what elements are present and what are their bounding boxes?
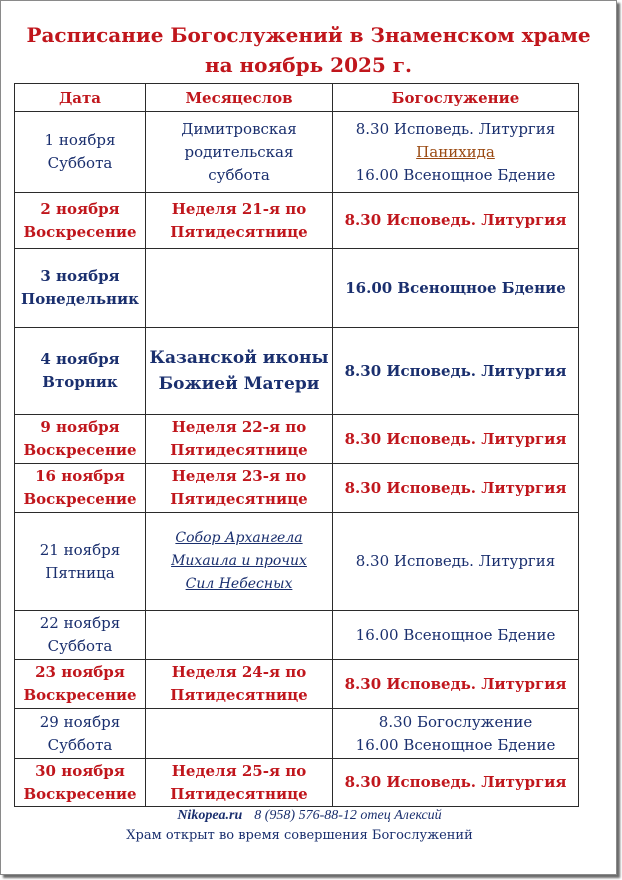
calendar-line: Казанской иконы: [149, 348, 329, 368]
phone-contact: 8 (958) 576-88-12 отец Алексий: [254, 808, 442, 823]
calendar-line: родительская: [184, 142, 294, 161]
service-line: 16.00 Всенощное Бдение: [355, 165, 556, 184]
date-weekday: Вторник: [42, 373, 118, 391]
calendar-line: Неделя 23-я по: [171, 467, 307, 485]
service-line: 8.30 Исповедь. Литургия: [355, 552, 556, 570]
date-cell: [15, 415, 146, 464]
date-day: 23 ноября: [35, 663, 125, 681]
service-line: 16.00 Всенощное Бдение: [355, 735, 556, 754]
table-row: [15, 611, 579, 660]
calendar-cell: [146, 249, 333, 328]
table-row: [15, 709, 579, 759]
date-day: 4 ноября: [40, 350, 120, 368]
calendar-cell: [146, 328, 333, 415]
table-header-row: [15, 84, 579, 112]
date-day: 30 ноября: [35, 761, 125, 780]
date-cell: [15, 112, 146, 193]
date-day: 9 ноября: [40, 418, 120, 436]
table-row: [15, 193, 579, 249]
calendar-line: Пятидесятнице: [170, 784, 308, 803]
header-date: Дата: [15, 84, 146, 112]
site-link[interactable]: Nikopea.ru: [177, 808, 243, 823]
calendar-cell: [146, 193, 333, 249]
schedule-table: [14, 83, 579, 807]
calendar-cell: [146, 660, 333, 709]
date-weekday: Воскресение: [23, 490, 137, 508]
calendar-line: Неделя 21-я по: [171, 199, 307, 218]
page-title: Расписание Богослужений в Знаменском храме: [26, 23, 591, 47]
date-weekday: Суббота: [47, 154, 113, 172]
table-row: [15, 328, 579, 415]
date-cell: [15, 759, 146, 807]
table-row: [15, 660, 579, 709]
calendar-line: Пятидесятнице: [170, 490, 308, 508]
table-row: [15, 513, 579, 611]
table-row: [15, 415, 579, 464]
service-cell: [333, 249, 579, 328]
footer-contact: [1, 807, 618, 825]
service-cell: [333, 464, 579, 513]
date-cell: [15, 249, 146, 328]
service-cell: [333, 415, 579, 464]
service-cell: [333, 660, 579, 709]
date-day: 2 ноября: [40, 199, 120, 218]
service-cell: [333, 611, 579, 660]
header-calendar: Месяцеслов: [146, 84, 333, 112]
date-cell: [15, 660, 146, 709]
header-service: Богослужение: [333, 84, 579, 112]
date-day: 29 ноября: [39, 712, 121, 731]
service-cell: [333, 759, 579, 807]
calendar-cell: [146, 759, 333, 807]
table-row: [15, 464, 579, 513]
service-cell: [333, 328, 579, 415]
service-line: 16.00 Всенощное Бдение: [355, 625, 556, 644]
service-cell: [333, 709, 579, 759]
service-line: 8.30 Исповедь. Литургия: [344, 211, 567, 229]
service-line: 8.30 Исповедь. Литургия: [344, 478, 567, 497]
service-line: 8.30 Исповедь. Литургия: [344, 361, 567, 380]
panikhida-link[interactable]: Панихида: [416, 142, 495, 161]
calendar-line: суббота: [208, 165, 270, 184]
date-day: 16 ноября: [35, 467, 125, 485]
date-cell: [15, 611, 146, 660]
date-weekday: Воскресение: [23, 784, 137, 803]
date-cell: [15, 709, 146, 759]
date-weekday: Понедельник: [21, 290, 139, 308]
date-day: 1 ноября: [44, 131, 116, 149]
calendar-line: Пятидесятнице: [170, 222, 308, 241]
calendar-line: Неделя 24-я по: [171, 663, 307, 681]
table-row: [15, 759, 579, 807]
calendar-line: Пятидесятнице: [170, 441, 308, 459]
date-cell: [15, 193, 146, 249]
service-line: 8.30 Богослужение: [378, 712, 533, 731]
date-weekday: Воскресение: [23, 686, 137, 704]
calendar-cell: [146, 611, 333, 660]
table-row: [15, 249, 579, 328]
date-weekday: Суббота: [47, 735, 113, 754]
calendar-link[interactable]: Сил Небесных: [185, 576, 293, 592]
service-cell: [333, 193, 579, 249]
service-line: 16.00 Всенощное Бдение: [345, 278, 566, 297]
service-line: 8.30 Исповедь. Литургия: [344, 429, 567, 448]
date-day: 21 ноября: [39, 540, 121, 559]
service-line: 8.30 Исповедь. Литургия: [344, 674, 567, 693]
date-day: 22 ноября: [39, 614, 121, 632]
service-cell: [333, 112, 579, 193]
page-subtitle: на ноябрь 2025 г.: [204, 53, 413, 77]
date-day: 3 ноября: [40, 267, 120, 285]
service-line: 8.30 Исповедь. Литургия: [344, 773, 567, 791]
date-cell: [15, 464, 146, 513]
calendar-line: Пятидесятнице: [170, 686, 308, 704]
calendar-cell: [146, 513, 333, 611]
footer-note: Храм открыт во время совершения Богослужений: [126, 828, 473, 843]
date-cell: [15, 513, 146, 611]
service-line: 8.30 Исповедь. Литургия: [355, 119, 556, 138]
calendar-cell: [146, 709, 333, 759]
date-weekday: Воскресение: [23, 222, 137, 241]
date-cell: [15, 328, 146, 415]
calendar-line: Божией Матери: [158, 374, 320, 394]
date-weekday: Пятница: [45, 563, 115, 582]
calendar-link[interactable]: Михаила и прочих: [171, 553, 307, 569]
table-row: [15, 112, 579, 193]
calendar-cell: [146, 112, 333, 193]
calendar-line: Димитровская: [181, 119, 297, 138]
calendar-cell: [146, 415, 333, 464]
calendar-line: Неделя 25-я по: [171, 761, 307, 780]
calendar-cell: [146, 464, 333, 513]
calendar-line: Неделя 22-я по: [171, 418, 307, 436]
calendar-link[interactable]: Собор Архангела: [175, 530, 303, 546]
date-weekday: Воскресение: [23, 441, 137, 459]
date-weekday: Суббота: [47, 637, 113, 655]
service-cell: [333, 513, 579, 611]
